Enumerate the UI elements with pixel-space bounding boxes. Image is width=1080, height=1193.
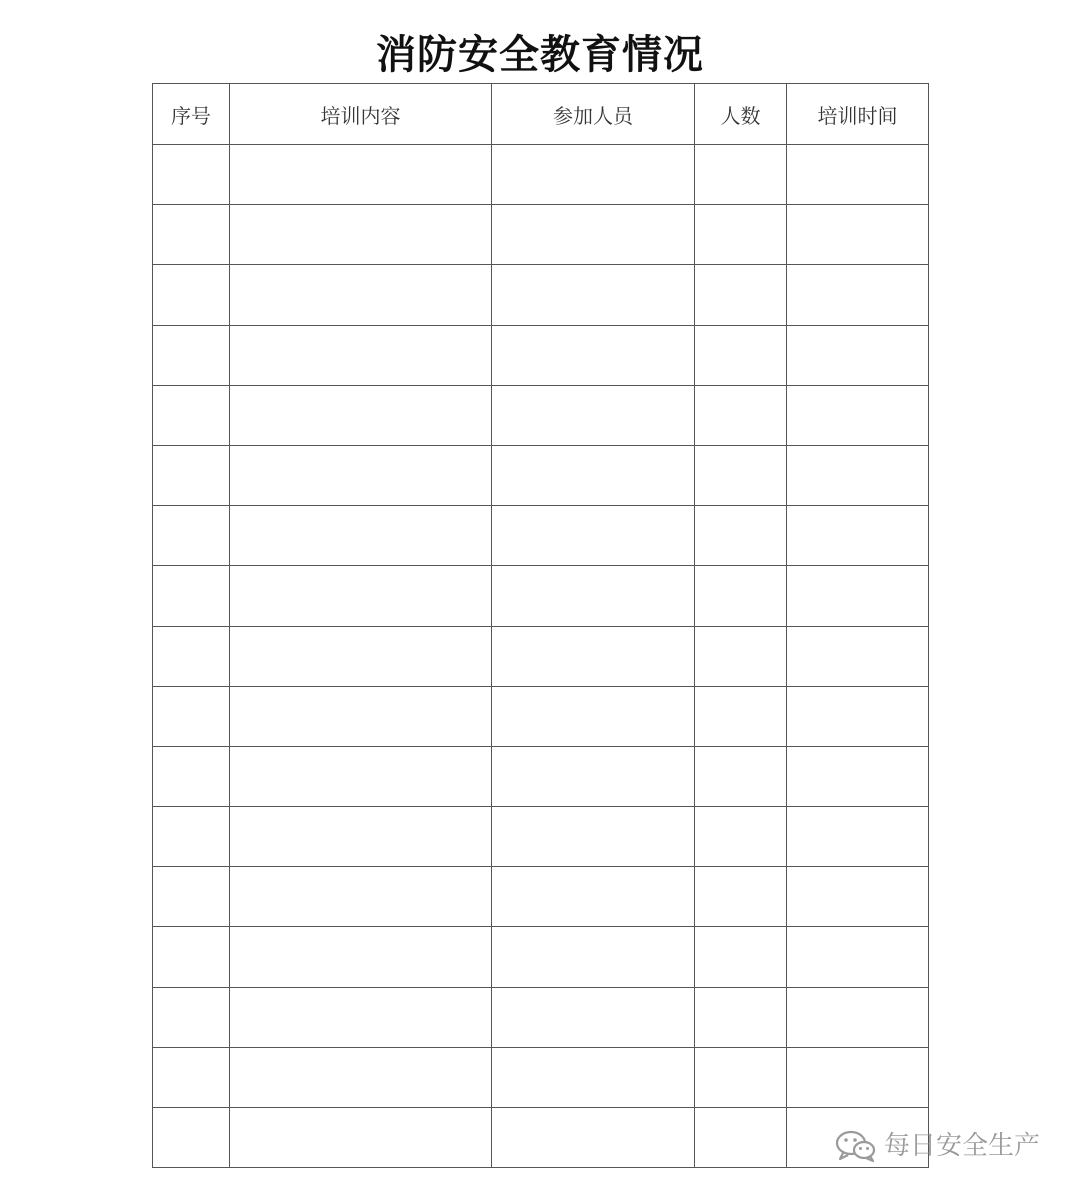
table-row [153,566,929,626]
cell-serial-number[interactable] [153,566,230,626]
cell-participants[interactable] [492,867,695,927]
cell-serial-number[interactable] [153,325,230,385]
cell-headcount[interactable] [695,867,787,927]
table-row [153,807,929,867]
cell-training-time[interactable] [787,686,929,746]
cell-training-content[interactable] [230,746,492,806]
table-row [153,867,929,927]
cell-training-content[interactable] [230,205,492,265]
cell-serial-number[interactable] [153,145,230,205]
cell-training-time[interactable] [787,746,929,806]
cell-training-content[interactable] [230,1047,492,1107]
cell-training-content[interactable] [230,807,492,867]
cell-headcount[interactable] [695,566,787,626]
cell-training-time[interactable] [787,325,929,385]
header-participants: 参加人员 [492,84,695,145]
cell-training-content[interactable] [230,927,492,987]
header-training-time: 培训时间 [787,84,929,145]
cell-headcount[interactable] [695,325,787,385]
wechat-icon [834,1129,878,1163]
cell-headcount[interactable] [695,145,787,205]
cell-participants[interactable] [492,686,695,746]
cell-participants[interactable] [492,807,695,867]
cell-training-content[interactable] [230,445,492,505]
table-row [153,145,929,205]
cell-serial-number[interactable] [153,746,230,806]
cell-serial-number[interactable] [153,686,230,746]
cell-participants[interactable] [492,927,695,987]
cell-serial-number[interactable] [153,867,230,927]
cell-headcount[interactable] [695,445,787,505]
cell-training-content[interactable] [230,987,492,1047]
cell-serial-number[interactable] [153,927,230,987]
cell-serial-number[interactable] [153,1108,230,1168]
cell-headcount[interactable] [695,686,787,746]
cell-headcount[interactable] [695,746,787,806]
cell-serial-number[interactable] [153,987,230,1047]
cell-headcount[interactable] [695,205,787,265]
table-body [153,145,929,1168]
cell-training-time[interactable] [787,566,929,626]
cell-training-content[interactable] [230,325,492,385]
cell-participants[interactable] [492,626,695,686]
cell-training-content[interactable] [230,1108,492,1168]
table-row [153,1047,929,1107]
table-header-row [153,84,929,145]
table-row [153,506,929,566]
cell-training-content[interactable] [230,145,492,205]
cell-training-content[interactable] [230,385,492,445]
cell-training-time[interactable] [787,445,929,505]
cell-headcount[interactable] [695,385,787,445]
cell-serial-number[interactable] [153,1047,230,1107]
cell-training-time[interactable] [787,927,929,987]
cell-training-time[interactable] [787,145,929,205]
page-title: 消防安全教育情况 [376,31,704,78]
cell-participants[interactable] [492,385,695,445]
cell-training-time[interactable] [787,987,929,1047]
cell-participants[interactable] [492,506,695,566]
cell-training-content[interactable] [230,506,492,566]
table-row [153,987,929,1047]
table-row [153,445,929,505]
cell-training-time[interactable] [787,506,929,566]
cell-training-content[interactable] [230,566,492,626]
table-row [153,626,929,686]
table-row [153,265,929,325]
watermark-text: 每日安全生产 [884,1131,1041,1161]
cell-headcount[interactable] [695,626,787,686]
cell-participants[interactable] [492,445,695,505]
cell-training-time[interactable] [787,807,929,867]
cell-serial-number[interactable] [153,205,230,265]
cell-training-time[interactable] [787,385,929,445]
cell-participants[interactable] [492,325,695,385]
cell-training-time[interactable] [787,265,929,325]
cell-participants[interactable] [492,205,695,265]
cell-headcount[interactable] [695,265,787,325]
cell-training-content[interactable] [230,686,492,746]
table-row [153,746,929,806]
training-record-table [152,83,929,1168]
cell-headcount[interactable] [695,807,787,867]
header-training-content: 培训内容 [230,84,492,145]
cell-training-time[interactable] [787,867,929,927]
cell-headcount[interactable] [695,927,787,987]
table-row [153,205,929,265]
cell-serial-number[interactable] [153,445,230,505]
table-row [153,385,929,445]
table-row [153,325,929,385]
table-row [153,927,929,987]
cell-training-time[interactable] [787,205,929,265]
cell-training-content[interactable] [230,265,492,325]
table-row [153,686,929,746]
cell-participants[interactable] [492,746,695,806]
cell-headcount[interactable] [695,1047,787,1107]
header-headcount: 人数 [695,84,787,145]
watermark [834,1126,1040,1166]
cell-serial-number[interactable] [153,506,230,566]
cell-participants[interactable] [492,145,695,205]
cell-headcount[interactable] [695,987,787,1047]
header-serial-number: 序号 [153,84,230,145]
table-row [153,1108,929,1168]
cell-training-content[interactable] [230,626,492,686]
cell-headcount[interactable] [695,506,787,566]
cell-training-time[interactable] [787,1047,929,1107]
cell-serial-number[interactable] [153,807,230,867]
cell-training-content[interactable] [230,867,492,927]
cell-participants[interactable] [492,987,695,1047]
cell-participants[interactable] [492,265,695,325]
cell-participants[interactable] [492,1047,695,1107]
cell-headcount[interactable] [695,1108,787,1168]
cell-training-time[interactable] [787,626,929,686]
cell-serial-number[interactable] [153,265,230,325]
cell-serial-number[interactable] [153,385,230,445]
cell-participants[interactable] [492,566,695,626]
cell-participants[interactable] [492,1108,695,1168]
cell-serial-number[interactable] [153,626,230,686]
